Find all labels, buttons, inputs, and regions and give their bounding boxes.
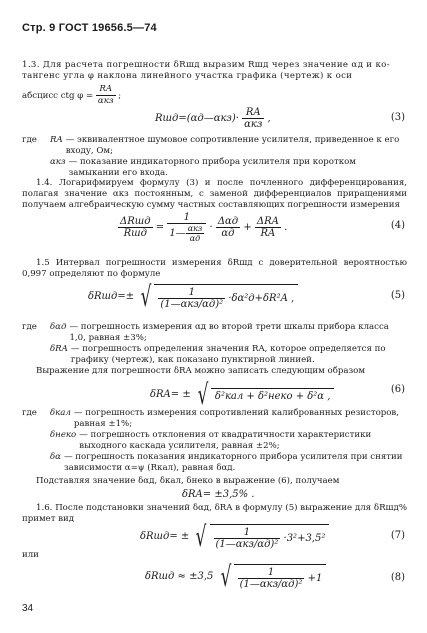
word-ili: или: [22, 550, 39, 560]
para-1-6: 1.6. После подстановки значений δαд, δRA в формулу (5) выражение для δRшд% примет вид: [22, 503, 407, 524]
eq4-term3: $\frac{\text{ΔRA}}{RA}$: [256, 216, 279, 239]
def-row: где RA — эквивалентное шумовое сопротивление усилителя, приведенное к его входу, Ом;: [22, 135, 400, 156]
eq3-fraction: [242, 107, 264, 130]
page-header: Стр. 9 ГОСТ 19656.5—74: [22, 22, 157, 34]
equation-4: $\frac{\text{ΔRшд}}{\text{Rшд}}$ = 1 1— $\frac{\text{αкз}}{\alpha д}$ · $\frac{\text{Δαд}}{\alpha д}$ + $\frac{\text{ΔRA}}{RA}$ .: [120, 212, 288, 243]
para-subst: Подставляя значение δαд, δкал, δнеко в выражение (6), получаем: [36, 476, 340, 486]
def-row: αкз — показание индикаторного прибора усилителя при коротком замыкании его входа.: [50, 157, 356, 178]
defs-eq6: где δкал — погрешность измерения сопротивлений калиброванных резисторов, равная ±1%; δнеко — погрешность отклонения от квадратичности характеристики выходного каскада усилителя, равная ±2%; δα — погрешность показания индикаторного прибора усилителя при снятии зависимости α=ψ (Rкал), равная δαд.: [22, 408, 403, 473]
defs-eq5: где δαд — погрешность измерения αд во второй трети шкалы прибора класса 1,0, равная ±3%; δRA — погрешность определения значения RA, которое определяется по графику (чертеж), как показано пунктирной линией.: [22, 322, 389, 365]
eq3-num: RA: [242, 107, 264, 119]
ctg-prefix: абсцисс ctg φ =: [22, 91, 94, 101]
ctg-num: RA: [96, 84, 116, 96]
para-expr: Выражение для погрешности δRA можно записать следующим образом: [36, 366, 366, 376]
eq4-term1: 1 1— $\frac{\text{αкз}}{\alpha д}$: [167, 212, 206, 243]
equation-8: δRшд ≈ ±3,5 √ $\frac{1}{\text{(1—αкз/αд)²}}$ +1: [145, 560, 326, 593]
eq6-number: (6): [390, 384, 405, 395]
eq3-number: (3): [390, 112, 405, 123]
para-1-5: 1.5 Интервал погрешности измерения δRшд с доверительной вероятностью 0,997 определяют по формуле: [22, 258, 407, 279]
para-1-3-line2: тангенс угла φ наклона линейного участка графика (чертеж) к оси: [22, 71, 353, 81]
eq4-term2: $\frac{\text{Δαд}}{\alpha д}$: [217, 216, 239, 239]
eq7-number: (7): [390, 530, 405, 541]
ctg-den: αкз: [97, 96, 114, 106]
para-1-3-line1: 1.3. Для расчета погрешности δRшд выразим Rшд через значение αд и ко-: [22, 60, 390, 70]
eq8-number: (8): [390, 572, 405, 583]
ctg-fraction: [96, 84, 116, 107]
eq3-lhs: Rшд=(αд—αкз)·: [155, 113, 239, 124]
para-1-4: 1.4. Логарифмируем формулу (3) и после почленного дифференцирования, полагая значение αкз постоянным, с заменой дифференциалов приращениями получаем алгебраическую сумму частных составляющих погрешности измерения: [22, 178, 407, 210]
defs-eq3: [22, 135, 407, 179]
equation-7: δRшд= ± √ $\frac{1}{\text{(1—αкз/αд)²}}$ ·3²+3,5²: [140, 520, 329, 553]
eq3-den: αкз: [244, 119, 263, 130]
equation-3: Rшд=(αд—αкз)· $\frac{RA}{\text{αкз}}$ ,: [155, 107, 271, 130]
eq5-number: (5): [390, 290, 405, 301]
equation-6: δRA= ± √ δ²кал + δ²неко + δ²α ,: [150, 378, 334, 411]
ctg-definition: абсцисс ctg φ = $\frac{RA}{\text{αкз}}$ ;: [22, 84, 122, 106]
equation-5: δRшд=± √ $\frac{1}{\text{(1—αкз/αд)²}}$ ·δα²д+δR²A ,: [88, 280, 298, 313]
page-number: 34: [22, 603, 34, 614]
eq4-lhs: $\frac{\text{ΔRшд}}{\text{Rшд}}$: [120, 216, 151, 239]
eq4-number: (4): [390, 220, 405, 231]
eq-result: δRA= ±3,5% .: [182, 489, 255, 500]
